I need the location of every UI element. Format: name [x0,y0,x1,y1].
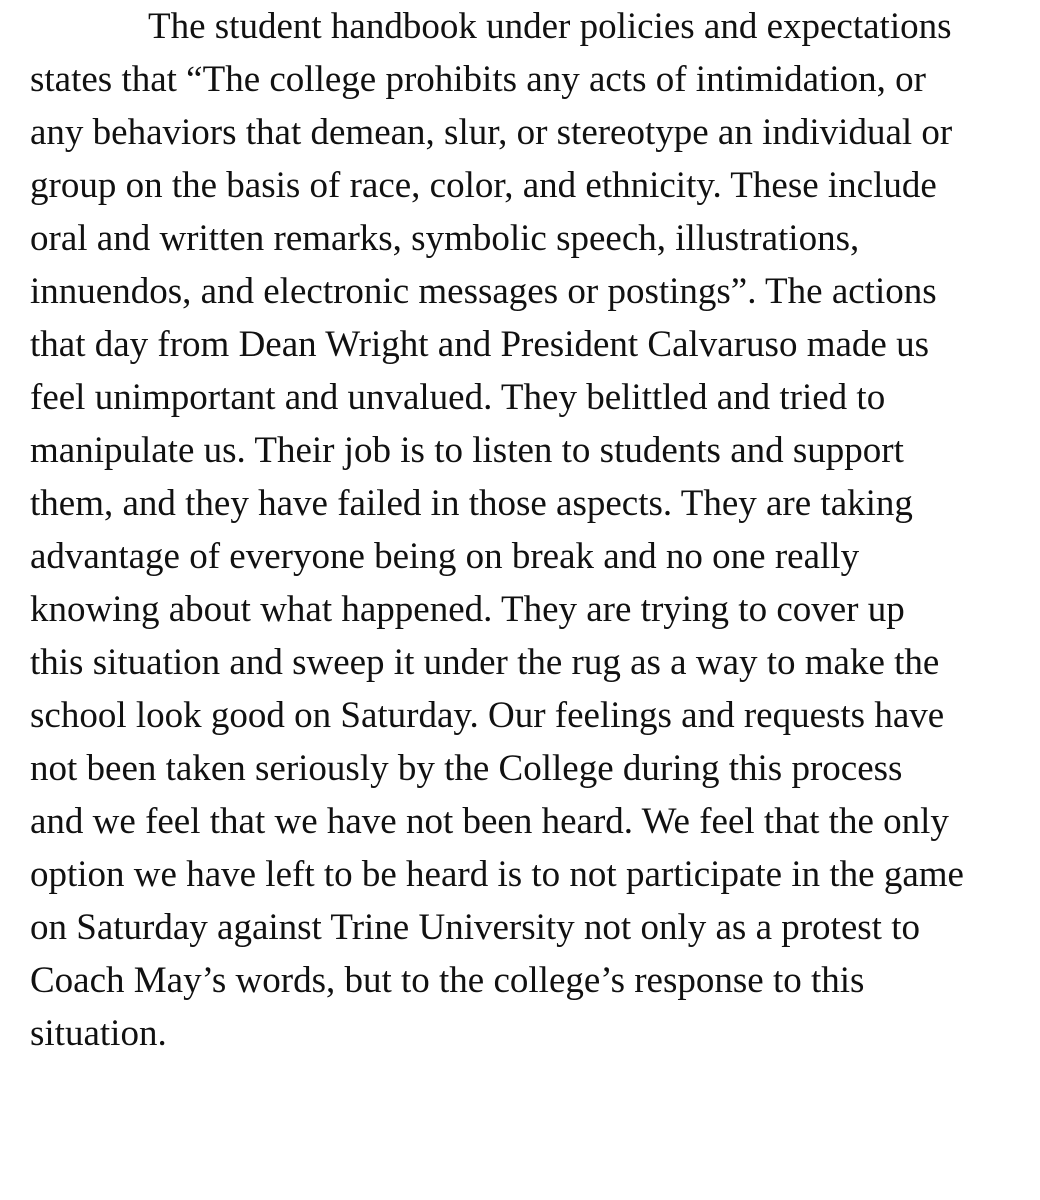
paragraph-line: and we feel that we have not been heard. We feel that the only [30,801,949,842]
paragraph-line: innuendos, and electronic messages or postings”. The actions [30,271,937,312]
paragraph-line: advantage of everyone being on break and no one really [30,536,860,577]
paragraph-line: The student handbook under policies and expectations [148,6,952,47]
paragraph-line: any behaviors that demean, slur, or stereotype an individual or [30,112,953,153]
paragraph-line: option we have left to be heard is to not participate in the game [30,854,964,895]
paragraph-line: states that “The college prohibits any acts of intimidation, or [30,59,926,100]
paragraph-line: oral and written remarks, symbolic speech, illustrations, [30,218,860,259]
paragraph-line: this situation and sweep it under the rug as a way to make the [30,642,940,683]
paragraph-line: not been taken seriously by the College during this process [30,748,903,789]
body-paragraph [30,0,964,1060]
paragraph-line: situation. [30,1013,167,1054]
paragraph-line: knowing about what happened. They are trying to cover up [30,589,905,630]
paragraph-line: feel unimportant and unvalued. They belittled and tried to [30,377,886,418]
paragraph-line: manipulate us. Their job is to listen to students and support [30,430,904,471]
paragraph-line: school look good on Saturday. Our feelings and requests have [30,695,945,736]
paragraph-line: Coach May’s words, but to the college’s response to this [30,960,865,1001]
paragraph-line: that day from Dean Wright and President Calvaruso made us [30,324,929,365]
paragraph-line: group on the basis of race, color, and ethnicity. These include [30,165,937,206]
paragraph-line: on Saturday against Trine University not only as a protest to [30,907,920,948]
paragraph-line: them, and they have failed in those aspects. They are taking [30,483,913,524]
